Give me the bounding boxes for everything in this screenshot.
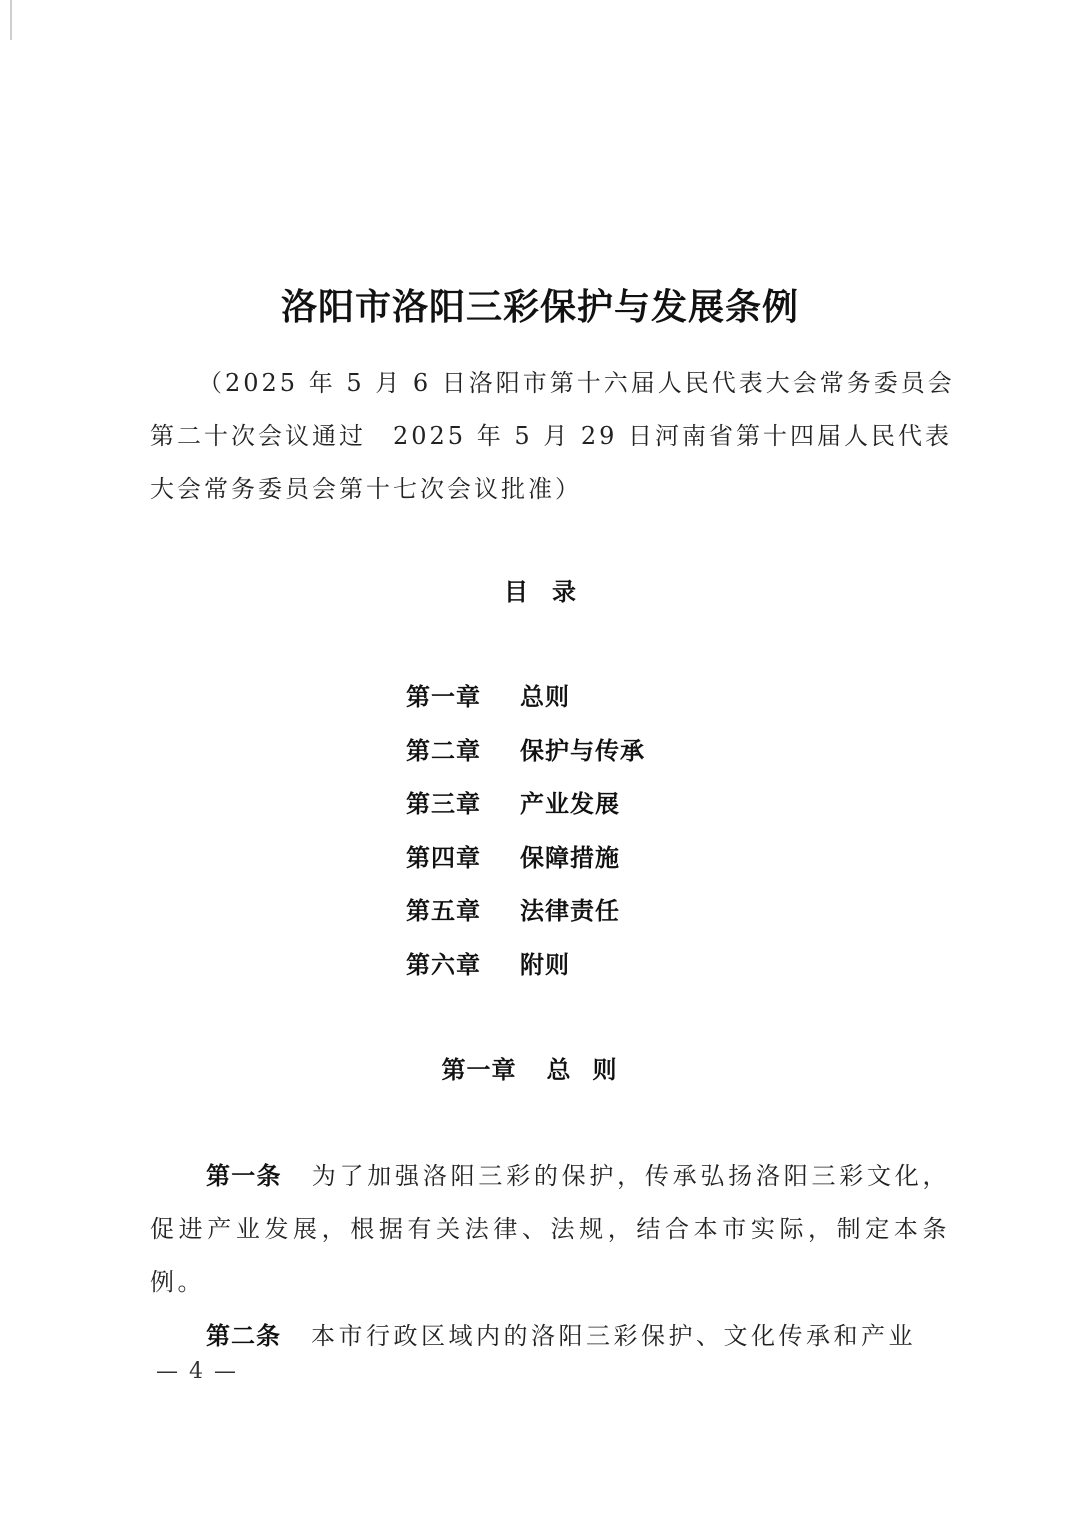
table-of-contents	[406, 674, 726, 996]
toc-chapter-name: 保障措施	[520, 843, 620, 872]
adoption-note-line: 第二十次会议通过 2025 年 5 月 29 日河南省第十四届人民代表	[150, 422, 953, 450]
article-text: 本市行政区域内的洛阳三彩保护、文化传承和产业	[311, 1322, 916, 1350]
scan-edge-mark	[10, 0, 12, 40]
toc-item	[406, 835, 726, 889]
adoption-note-line: （2025 年 5 月 6 日洛阳市第十六届人民代表大会常务委员会	[198, 369, 955, 397]
adoption-note	[150, 357, 955, 516]
chapter-heading-number: 第一章	[441, 1056, 517, 1084]
chapter-heading-name: 总则	[546, 1056, 639, 1084]
article-text: 为了加强洛阳三彩的保护，传承弘扬洛阳三彩文化，促进产业发展，根据有关法律、法规，结合本市实际，制定本条例。	[150, 1162, 950, 1296]
toc-chapter-name: 产业发展	[520, 790, 620, 819]
toc-chapter-number: 第五章	[406, 897, 481, 926]
chapter-heading	[0, 1050, 1080, 1090]
article-label: 第一条	[206, 1162, 282, 1190]
toc-item	[406, 888, 726, 942]
toc-item	[406, 728, 726, 782]
toc-chapter-number: 第一章	[406, 683, 481, 711]
article-label: 第二条	[206, 1322, 281, 1350]
toc-chapter-number: 第四章	[406, 843, 481, 872]
toc-chapter-name: 总则	[520, 683, 570, 711]
toc-heading: 目录	[504, 578, 600, 606]
toc-item	[406, 781, 726, 835]
toc-chapter-name: 保护与传承	[520, 736, 645, 765]
toc-chapter-name: 法律责任	[520, 897, 620, 926]
page-number: — 4 —	[156, 1359, 238, 1384]
toc-chapter-name: 附则	[520, 950, 570, 979]
toc-item	[406, 674, 726, 728]
article-2	[150, 1310, 950, 1363]
toc-chapter-number: 第二章	[406, 736, 481, 765]
toc-item	[406, 942, 726, 996]
toc-chapter-number: 第六章	[406, 950, 481, 979]
article-1	[150, 1150, 950, 1309]
document-title: 洛阳市洛阳三彩保护与发展条例	[280, 287, 799, 328]
toc-chapter-number: 第三章	[406, 790, 481, 819]
adoption-note-line: 大会常务委员会第十七次会议批准）	[150, 475, 582, 503]
